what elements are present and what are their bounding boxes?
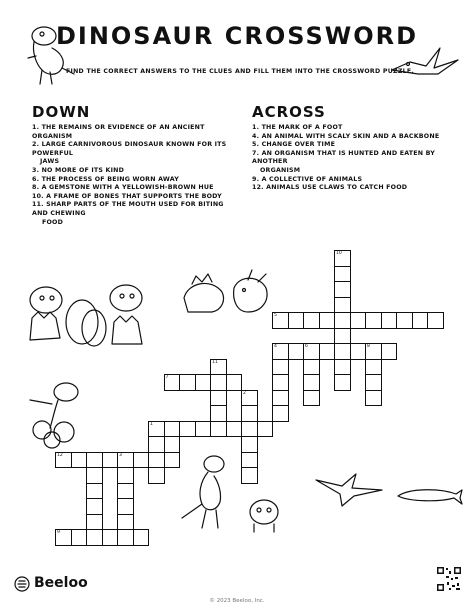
crossword-cell[interactable] (71, 452, 88, 469)
crossword-cell[interactable] (272, 312, 289, 329)
cell-number: 4 (274, 344, 277, 349)
instructions: FIND THE CORRECT ANSWERS TO THE CLUES AND FILL THEM INTO THE CROSSWORD PUZZLE. (65, 68, 415, 75)
crossword-cell[interactable] (86, 529, 103, 546)
crossword-cell[interactable] (117, 514, 134, 531)
across-clues (252, 124, 452, 193)
crossword-cell[interactable] (241, 405, 258, 422)
cell-number: 3 (119, 452, 122, 458)
baby-dinosaurs-eggs-icon (22, 278, 152, 358)
crossword-cell[interactable] (86, 514, 103, 531)
crossword-cell[interactable] (303, 374, 320, 391)
brand-logo (14, 574, 88, 594)
crossword-cell[interactable] (365, 312, 382, 329)
crossword-cell[interactable] (241, 436, 258, 453)
crossword-cell[interactable] (334, 297, 351, 314)
crossword-cell[interactable] (334, 343, 351, 360)
down-clue: 3. NO MORE OF ITS KIND (32, 166, 125, 174)
crossword-cell[interactable] (117, 452, 134, 469)
crossword-cell[interactable] (257, 421, 274, 438)
across-heading: ACROSS (252, 103, 326, 121)
crossword-cell[interactable] (210, 359, 227, 376)
crossword-cell[interactable] (381, 343, 398, 360)
crossword-cell[interactable] (226, 421, 243, 438)
down-clue: 2. LARGE CARNIVOROUS DINOSAUR KNOWN FOR ITS POWERFUL (32, 141, 227, 157)
down-clue: FOOD (42, 218, 64, 226)
crossword-cell[interactable] (55, 452, 72, 469)
crossword-cell[interactable] (102, 529, 119, 546)
crossword-cell[interactable] (319, 343, 336, 360)
raptor-dinosaur-icon (176, 452, 234, 532)
crossword-cell[interactable] (179, 374, 196, 391)
crossword-cell[interactable] (210, 374, 227, 391)
crossword-cell[interactable] (365, 343, 382, 360)
crossword-cell[interactable] (86, 467, 103, 484)
crossword-cell[interactable] (179, 421, 196, 438)
across-clue: 9. A COLLECTIVE OF ANIMALS (252, 175, 363, 183)
baby-triceratops-icon (244, 494, 284, 534)
crossword-cell[interactable] (148, 467, 165, 484)
crossword-cell[interactable] (334, 328, 351, 345)
crossword-cell[interactable] (288, 343, 305, 360)
crossword-cell[interactable] (334, 250, 351, 267)
cell-number: 6 (305, 344, 308, 349)
across-clue: ORGANISM (260, 166, 301, 174)
crossword-cell[interactable] (71, 529, 88, 546)
cell-number: 10 (336, 251, 342, 256)
crossword-cell[interactable] (350, 312, 367, 329)
crossword-cell[interactable] (334, 281, 351, 298)
crossword-cell[interactable] (133, 529, 150, 546)
crossword-cell[interactable] (241, 467, 258, 484)
qr-code-icon (436, 566, 462, 592)
cell-number: 11 (212, 359, 218, 365)
down-clue: 1. THE REMAINS OR EVIDENCE OF AN ANCIENT ORGANISM (32, 124, 205, 140)
crossword-cell[interactable] (319, 312, 336, 329)
across-clue: 7. AN ORGANISM THAT IS HUNTED AND EATEN BY ANOTHER (252, 149, 436, 166)
crossword-cell[interactable] (396, 312, 413, 329)
pterosaur-bottom-icon (312, 466, 386, 510)
down-clue: 6. THE PROCESS OF BEING WORN AWAY (32, 175, 179, 183)
crossword-cell[interactable] (303, 390, 320, 407)
crossword-cell[interactable] (226, 374, 243, 391)
crossword-cell[interactable] (133, 452, 150, 469)
crossword-cell[interactable] (272, 390, 289, 407)
marine-reptile-icon (396, 486, 464, 506)
crossword-cell[interactable] (117, 529, 134, 546)
across-clue: 4. AN ANIMAL WITH SCALY SKIN AND A BACKBONE (252, 132, 440, 140)
bee-logo-icon (14, 576, 30, 592)
cell-number: 12 (57, 452, 63, 458)
crossword-cell[interactable] (334, 374, 351, 391)
crossword-cell[interactable] (195, 421, 212, 438)
crossword-cell[interactable] (334, 359, 351, 376)
across-clue: 1. THE MARK OF A FOOT (252, 124, 343, 131)
crossword-cell[interactable] (241, 452, 258, 469)
crossword-cell[interactable] (86, 483, 103, 500)
down-clue: 8. A GEMSTONE WITH A YELLOWISH-BROWN HUE (32, 184, 214, 192)
crossword-cell[interactable] (164, 436, 181, 453)
crossword-cell[interactable] (164, 452, 181, 469)
crossword-cell[interactable] (241, 421, 258, 438)
triceratops-stegosaurus-icon (178, 268, 274, 324)
cell-number: 9 (57, 530, 60, 535)
dinosaur-family-icon (22, 378, 92, 450)
crossword-cell[interactable] (272, 343, 289, 360)
cell-number: 2 (243, 390, 246, 396)
crossword-cell[interactable] (272, 359, 289, 376)
crossword-cell[interactable] (381, 312, 398, 329)
cell-number: 5 (274, 313, 277, 318)
cell-number: 8 (367, 344, 370, 349)
across-clue: 12. ANIMALS USE CLAWS TO CATCH FOOD (252, 184, 408, 192)
crossword-cell[interactable] (86, 498, 103, 515)
crossword-cell[interactable] (288, 312, 305, 329)
down-clues (32, 124, 237, 227)
copyright-text: © 2023 Beeloo, Inc. (209, 598, 265, 604)
crossword-cell[interactable] (102, 452, 119, 469)
crossword-cell[interactable] (303, 312, 320, 329)
crossword-cell[interactable] (210, 405, 227, 422)
crossword-cell[interactable] (55, 529, 72, 546)
down-clue: 11. SHARP PARTS OF THE MOUTH USED FOR BITING AND CHEWING (32, 201, 224, 217)
cell-number: 7 (165, 375, 169, 380)
cell-number: 1 (150, 421, 153, 427)
crossword-cell[interactable] (164, 374, 181, 391)
crossword-cell[interactable] (148, 421, 165, 438)
down-heading: DOWN (32, 103, 91, 121)
crossword-cell[interactable] (412, 312, 429, 329)
crossword-cell[interactable] (164, 421, 181, 438)
crossword-cell[interactable] (148, 452, 165, 469)
crossword-cell[interactable] (365, 374, 382, 391)
crossword-cell[interactable] (117, 467, 134, 484)
crossword-cell[interactable] (210, 390, 227, 407)
down-clue: 10. A FRAME OF BONES THAT SUPPORTS THE BODY (32, 192, 222, 200)
crossword-cell[interactable] (241, 390, 258, 407)
crossword-cell[interactable] (334, 312, 351, 329)
crossword-cell[interactable] (148, 436, 165, 453)
crossword-cell[interactable] (117, 483, 134, 500)
crossword-cell[interactable] (365, 390, 382, 407)
crossword-cell[interactable] (350, 343, 367, 360)
crossword-cell[interactable] (272, 405, 289, 422)
down-clue: JAWS (40, 158, 60, 166)
crossword-cell[interactable] (303, 359, 320, 376)
crossword-cell[interactable] (117, 498, 134, 515)
brand-name: Beeloo (34, 575, 88, 591)
crossword-cell[interactable] (334, 266, 351, 283)
crossword-cell[interactable] (365, 359, 382, 376)
across-clue: 5. CHANGE OVER TIME (252, 141, 336, 149)
crossword-cell[interactable] (303, 343, 320, 360)
pterodactyl-top-right-icon (388, 40, 464, 84)
page-title: DINOSAUR CROSSWORD (55, 22, 419, 50)
dinosaur-top-left-icon (18, 22, 78, 92)
crossword-cell[interactable] (195, 374, 212, 391)
crossword-cell[interactable] (427, 312, 444, 329)
crossword-cell[interactable] (272, 374, 289, 391)
crossword-cell[interactable] (210, 421, 227, 438)
crossword-cell[interactable] (86, 452, 103, 469)
